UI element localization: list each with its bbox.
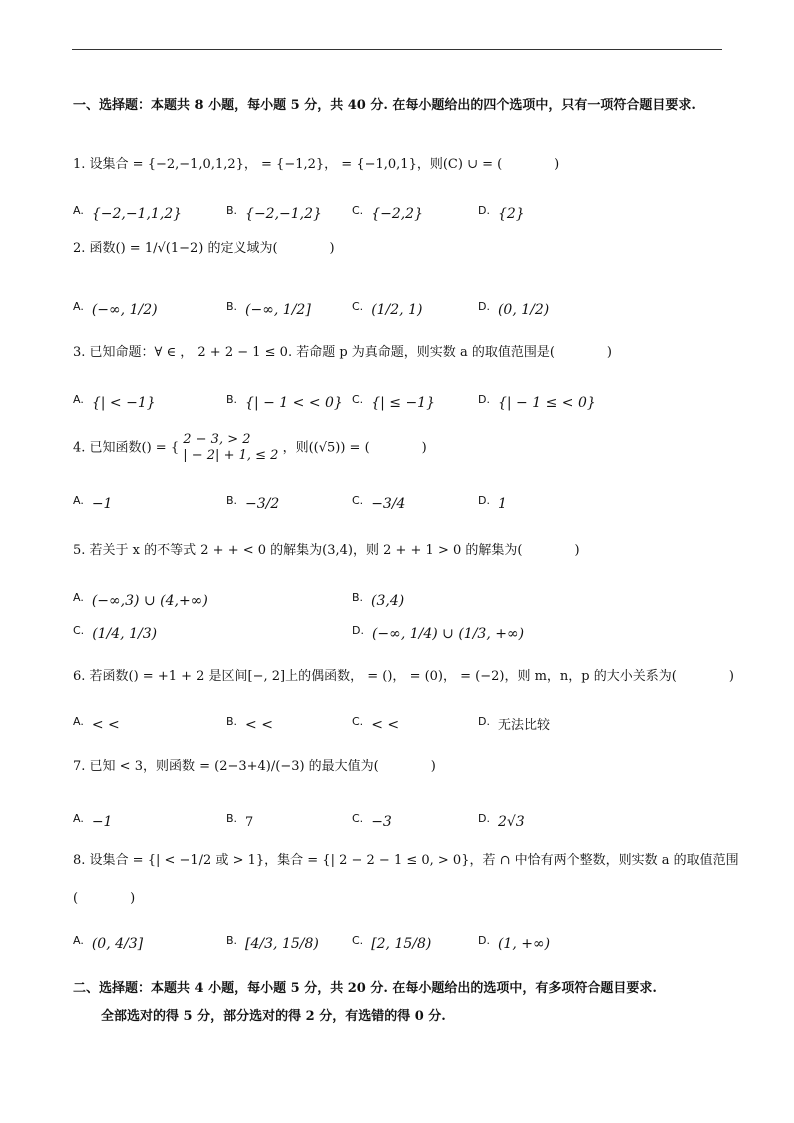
question-6-stem: 6. 若函数() = +1 + 2 是区间[−, 2]上的偶函数， = ()， = (0)， = (−2)，则 m，n，p 的大小关系为( ) [73, 669, 734, 684]
q8-option-a[interactable]: $^{A.}$ (0, 4/3] [73, 934, 144, 952]
q1-option-d[interactable]: $^{D.}$ {2} [478, 204, 525, 222]
piecewise-definition: 2 − 3, > 2 | − 2| + 1, ≤ 2 [183, 432, 279, 463]
question-3-stem: 3. 已知命题：∀ ∈ ， 2 + 2 − 1 ≤ 0. 若命题 p 为真命题，则实数 a 的取值范围是( ) [73, 345, 612, 360]
q8-option-c[interactable]: $^{C.}$ [2, 15/8) [352, 934, 432, 952]
section-1-heading: 一、选择题：本题共 8 小题，每小题 5 分，共 40 分. 在每小题给出的四个选项中，只有一项符合题目要求. [73, 98, 696, 113]
q7-option-c[interactable]: $^{C.}$ −3 [352, 812, 392, 830]
q2-option-d[interactable]: $^{D.}$ (0, 1/2) [478, 300, 550, 318]
q4-option-a[interactable]: $^{A.}$ −1 [73, 494, 113, 512]
question-5-stem: 5. 若关于 x 的不等式 2 + + < 0 的解集为(3,4)，则 2 + + 1 > 0 的解集为( ) [73, 543, 580, 558]
section-2-scoring-rule: 全部选对的得 5 分，部分选对的得 2 分，有选错的得 0 分. [101, 1009, 446, 1024]
q5-option-d[interactable]: $^{D.}$ (−∞, 1/4) ∪ (1/3, +∞) [352, 624, 525, 642]
q5-option-b[interactable]: $^{B.}$ (3,4) [352, 591, 405, 609]
q2-option-b[interactable]: $^{B.}$ (−∞, 1/2] [226, 300, 311, 318]
q4-option-c[interactable]: $^{C.}$ −3/4 [352, 494, 406, 512]
q6-option-a[interactable]: $^{A.}$ < < [73, 715, 120, 733]
section-2-heading: 二、选择题：本题共 4 小题，每小题 5 分，共 20 分. 在每小题给出的选项中，有多项符合题目要求. [73, 981, 657, 996]
question-2-stem: 2. 函数() = 1/√(1−2) 的定义域为( ) [73, 241, 335, 256]
q2-option-a[interactable]: $^{A.}$ (−∞, 1/2) [73, 300, 158, 318]
q6-option-d[interactable]: $^{D.}$ 无法比较 [478, 715, 550, 733]
q1-option-c[interactable]: $^{C.}$ {−2,2} [352, 204, 423, 222]
q8-option-d[interactable]: $^{D.}$ (1, +∞) [478, 934, 551, 952]
q5-option-a[interactable]: $^{A.}$ (−∞,3) ∪ (4,+∞) [73, 591, 208, 609]
question-7-stem: 7. 已知 < 3，则函数 = (2−3+4)/(−3) 的最大值为( ) [73, 759, 436, 774]
q4-option-d[interactable]: $^{D.}$ 1 [478, 494, 507, 512]
q7-option-b[interactable]: $^{B.}$ 7 [226, 812, 254, 830]
q7-option-a[interactable]: $^{A.}$ −1 [73, 812, 113, 830]
q2-option-c[interactable]: $^{C.}$ (1/2, 1) [352, 300, 423, 318]
q8-option-b[interactable]: $^{B.}$ [4/3, 15/8) [226, 934, 319, 952]
question-1-stem: 1. 设集合 = {−2,−1,0,1,2}， = {−1,2}， = {−1,0,1}，则(C) ∪ = ( ) [73, 157, 560, 172]
question-8-stem: 8. 设集合 = {| < −1/2 或 > 1}，集合 = {| 2 − 2 − 1 ≤ 0, > 0}，若 ∩ 中恰有两个整数，则实数 a 的取值范围 [73, 853, 739, 868]
question-4-stem: 4. 已知函数() = { 2 − 3, > 2 | − 2| + 1, ≤ 2 ，则((√5)) = ( ) [73, 432, 427, 463]
question-8-stem-cont: ( ) [73, 891, 136, 906]
q6-option-c[interactable]: $^{C.}$ < < [352, 715, 400, 733]
q7-option-d[interactable]: $^{D.}$ 2√3 [478, 812, 525, 830]
q3-option-d[interactable]: $^{D.}$ {| − 1 ≤ < 0} [478, 393, 596, 411]
q1-option-b[interactable]: $^{B.}$ {−2,−1,2} [226, 204, 322, 222]
q4-option-b[interactable]: $^{B.}$ −3/2 [226, 494, 280, 512]
q6-option-b[interactable]: $^{B.}$ < < [226, 715, 273, 733]
q5-option-c[interactable]: $^{C.}$ (1/4, 1/3) [73, 624, 158, 642]
q1-option-a[interactable]: $^{A.}$ {−2,−1,1,2} [73, 204, 183, 222]
q3-option-c[interactable]: $^{C.}$ {| ≤ −1} [352, 393, 435, 411]
q3-option-b[interactable]: $^{B.}$ {| − 1 < < 0} [226, 393, 343, 411]
q3-option-a[interactable]: $^{A.}$ {| < −1} [73, 393, 156, 411]
header-rule [72, 49, 722, 50]
